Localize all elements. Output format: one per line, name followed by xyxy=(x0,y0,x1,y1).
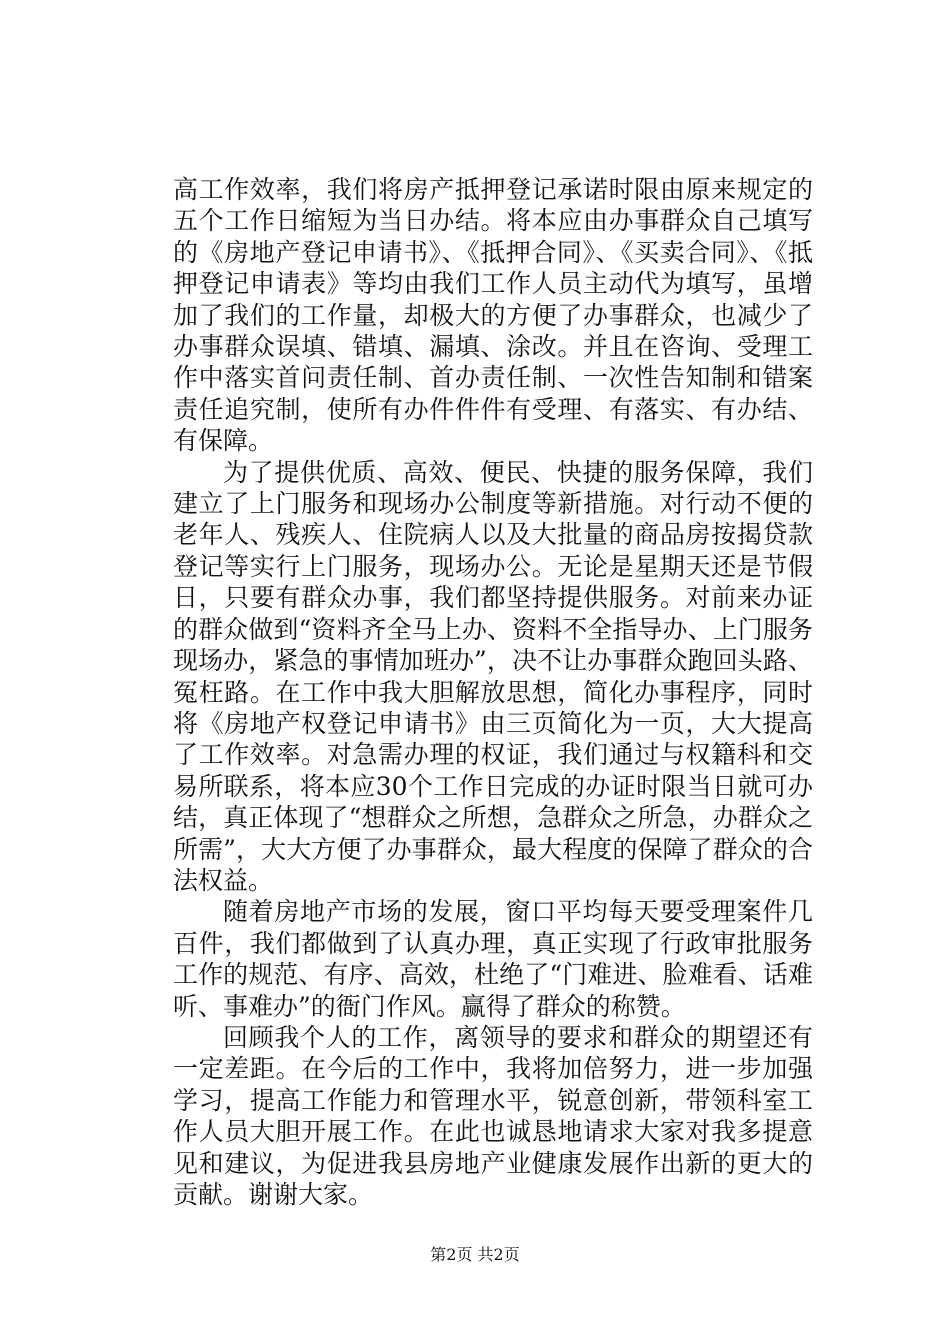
paragraph-4: 回顾我个人的工作，离领导的要求和群众的期望还有一定差距。在今后的工作中，我将加倍努力，进一步加强学习，提高工作能力和管理水平，锐意创新，带领科室工作人员大胆开展工作。在此也诚恳地请求大家对我多提意见和建议，为促进我县房地产业健康发展作出新的更大的贡献。谢谢大家。 xyxy=(173,1022,813,1209)
paragraph-3: 随着房地产市场的发展，窗口平均每天要受理案件几百件，我们都做到了认真办理，真正实现了行政审批服务工作的规范、有序、高效，杜绝了“门难进、脸难看、话难听、事难办”的衙门作风。赢得了群众的称赞。 xyxy=(173,897,813,1021)
paragraph-2: 为了提供优质、高效、便民、快捷的服务保障，我们建立了上门服务和现场办公制度等新措施。对行动不便的老年人、残疾人、住院病人以及大批量的商品房按揭贷款登记等实行上门服务，现场办公。无论是星期天还是节假日，只要有群众办事，我们都坚持提供服务。对前来办证的群众做到“资料齐全马上办、资料不全指导办、上门服务现场办，紧急的事情加班办”，决不让办事群众跑回头路、冤枉路。在工作中我大胆解放思想，简化办事程序，同时将《房地产权登记申请书》由三页简化为一页，大大提高了工作效率。对急需办理的权证，我们通过与权籍科和交易所联系，将本应30个工作日完成的办证时限当日就可办结，真正体现了“想群众之所想，急群众之所急，办群众之所需”，大大方便了办事群众，最大程度的保障了群众的合法权益。 xyxy=(173,457,813,895)
document-body xyxy=(173,174,813,1210)
page-number-footer: 第2页 共2页 xyxy=(430,1245,520,1264)
paragraph-1: 高工作效率，我们将房产抵押登记承诺时限由原来规定的五个工作日缩短为当日办结。将本应由办事群众自己填写的《房地产登记申请书》、《抵押合同》、《买卖合同》、《抵押登记申请表》等均由我们工作人员主动代为填写，虽增加了我们的工作量，却极大的方便了办事群众，也减少了办事群众误填、错填、漏填、涂改。并且在咨询、受理工作中落实首问责任制、首办责任制、一次性告知制和错案责任追究制，使所有办件件件有受理、有落实、有办结、有保障。 xyxy=(173,175,813,456)
